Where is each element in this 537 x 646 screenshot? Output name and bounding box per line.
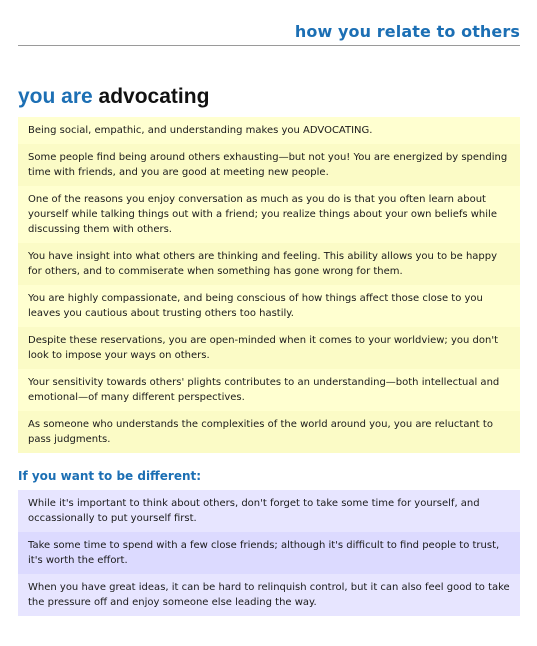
different-heading: If you want to be different: — [18, 469, 202, 483]
section-title: how you relate to others — [294, 22, 520, 41]
trait-paragraph: As someone who understands the complexities of the world around you, you are reluctant to pass judgments. — [18, 411, 520, 453]
trait-paragraph: Being social, empathic, and understanding makes you ADVOCATING. — [18, 117, 520, 144]
trait-paragraph: One of the reasons you enjoy conversation as much as you do is that you often learn about yourself while talking things out with a friend; you realize things about your own beliefs while discussing them with others. — [18, 186, 520, 243]
trait-paragraph: You are highly compassionate, and being conscious of how things affect those close to you leaves you cautious about trusting others too hastily. — [18, 285, 520, 327]
tip-paragraph: When you have great ideas, it can be hard to relinquish control, but it can also feel good to take the pressure off and enjoy someone else leading the way. — [18, 574, 520, 616]
traits-list — [18, 117, 520, 453]
personality-type: advocating — [98, 85, 210, 108]
trait-paragraph: Your sensitivity towards others' plights contributes to an understanding—both intellectual and emotional—of many different perspectives. — [18, 369, 520, 411]
personality-headline — [18, 84, 209, 110]
headline-prefix: you are — [18, 85, 93, 108]
tips-list — [18, 490, 520, 616]
tip-paragraph: Take some time to spend with a few close friends; although it's difficult to find people to trust, it's worth the effort. — [18, 532, 520, 574]
trait-paragraph: You have insight into what others are thinking and feeling. This ability allows you to be happy for others, and to commiserate when something has gone wrong for them. — [18, 243, 520, 285]
page-header — [18, 0, 520, 46]
trait-paragraph: Despite these reservations, you are open-minded when it comes to your worldview; you don't look to impose your ways on others. — [18, 327, 520, 369]
tip-paragraph: While it's important to think about others, don't forget to take some time for yourself, and occassionally to put yourself first. — [18, 490, 520, 532]
trait-paragraph: Some people find being around others exhausting—but not you! You are energized by spending time with friends, and you are good at meeting new people. — [18, 144, 520, 186]
